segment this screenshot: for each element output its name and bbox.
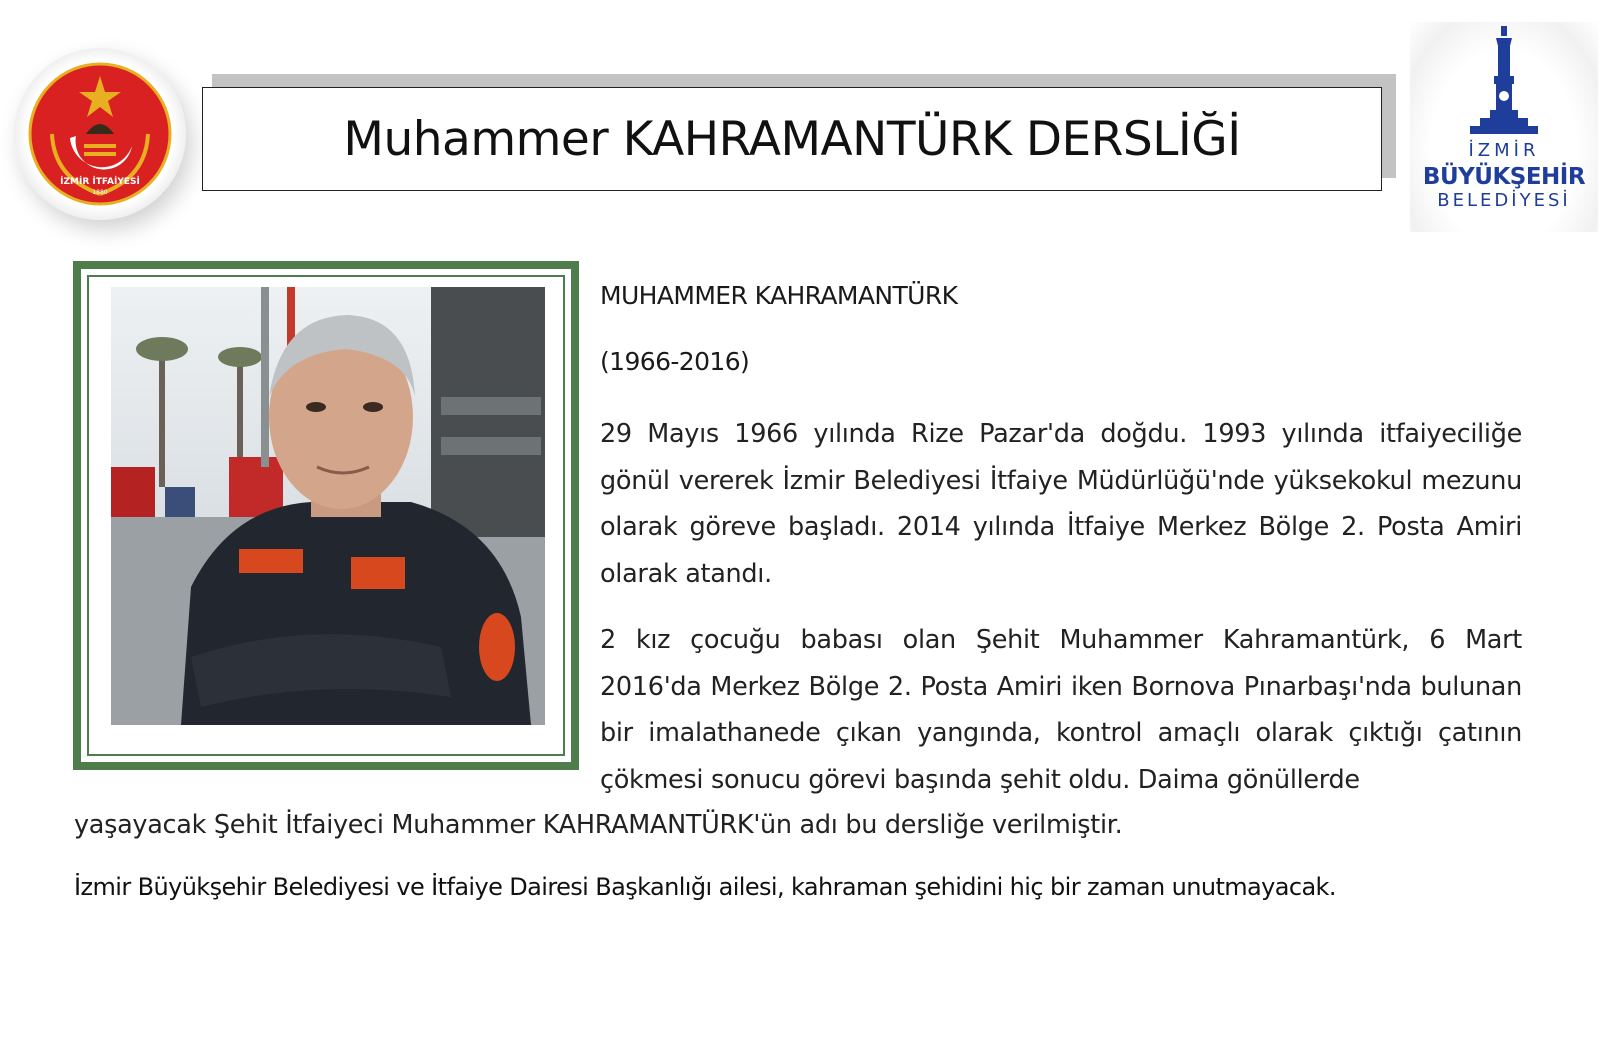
logo-line-buyuksehir: BÜYÜKŞEHİR [1422,164,1586,190]
emblem-text: İZMİR İTFAİYESİ [60,177,140,187]
bio-paragraph-2-tail: yaşayacak Şehit İtfaiyeci Muhammer KAHRAMANTÜRK'ün adı bu dersliğe verilmiştir. [74,810,1123,840]
bio-years: (1966-2016) [600,347,750,376]
fire-emblem-graphic [14,48,186,220]
clock-tower-icon [1450,22,1558,140]
title-box [202,87,1382,191]
fire-department-emblem [14,48,186,220]
closing-statement: İzmir Büyükşehir Belediyesi ve İtfaiye Dairesi Başkanlığı ailesi, kahraman şehidini hiç bir zaman unutmayacak. [74,873,1336,901]
bio-name: MUHAMMER KAHRAMANTÜRK [600,281,958,310]
izmir-municipality-logo [1410,22,1598,232]
bio-paragraph-2: 2 kız çocuğu babası olan Şehit Muhammer Kahramantürk, 6 Mart 2016'da Merkez Bölge 2. Posta Amiri iken Bornova Pınarbaşı'nda bulunan bir imalathanede çıkan yangında, kontrol amaçlı olarak çıktığı çatının çökmesi sonucu görevi başında şehit oldu. Daima gönüllerde [600,625,1522,795]
logo-line-belediyesi: BELEDİYESİ [1437,190,1571,211]
bio-paragraph-1: 29 Mayıs 1966 yılında Rize Pazar'da doğdu. 1993 yılında itfaiyeciliğe gönül vererek İzmir Belediyesi İtfaiye Müdürlüğü'nde yüksekokul mezunu olarak göreve başladı. 2014 yılında İtfaiye Merkez Bölge 2. Posta Amiri olarak atandı. [600,419,1522,589]
page-title: Muhammer KAHRAMANTÜRK DERSLİĞİ [343,111,1241,167]
firefighter-portrait-photo [111,287,545,725]
logo-line-izmir: İZMİR [1468,140,1540,161]
emblem-year: 1880 [92,189,108,196]
